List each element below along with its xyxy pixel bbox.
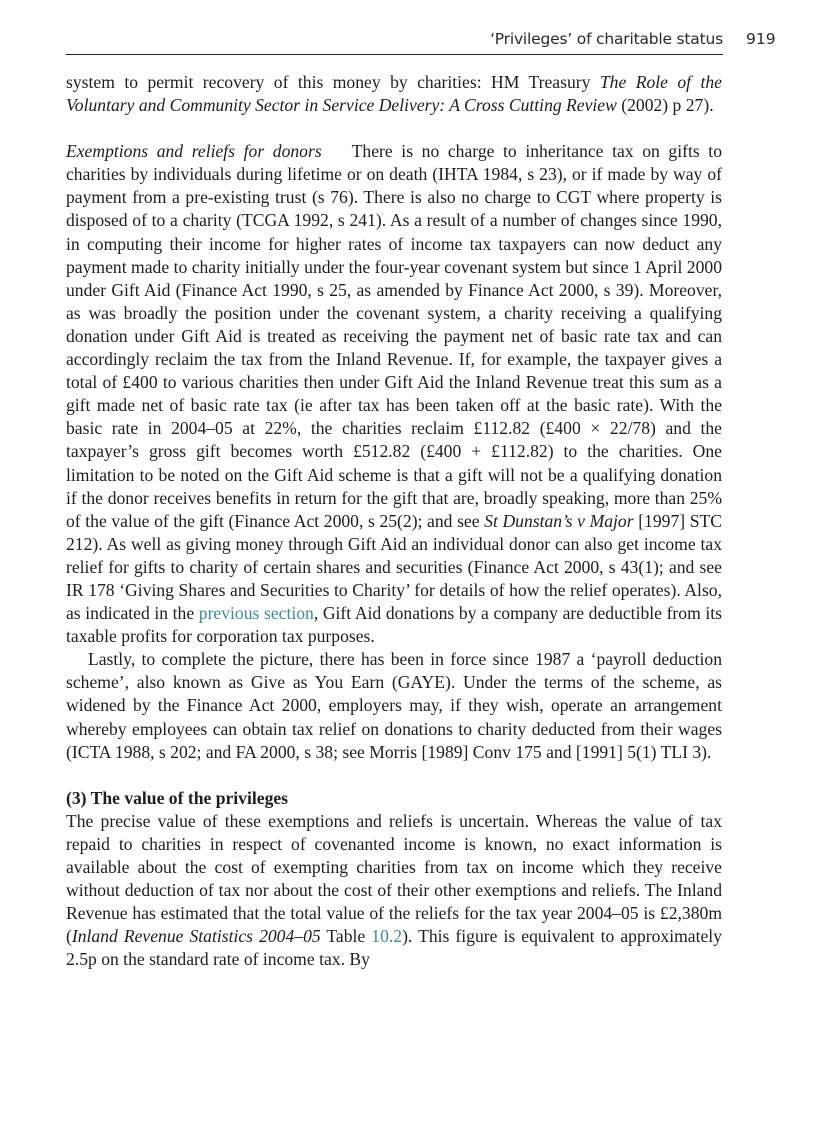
page-header [66,30,723,55]
previous-section-link[interactable]: previous section [198,603,314,624]
continuation-paragraph [66,71,722,117]
citation-title: The Role of the Voluntary and Community Sector in Service Delivery: A Cross Cutting Review [66,72,722,116]
text: system to permit recovery of this money by charities: HM Treasury [66,72,600,92]
gaye-paragraph: Lastly, to complete the picture, there has been in force since 1987 a ‘payroll deduction scheme’, also known as Give as You Earn (GAYE). Under the terms of the scheme, as widened by the Finance Act 2000, employers may, if they wish, operate an arrangement whereby employees can obtain tax relief on donations to charity deducted from their wages (ICTA 1988, s 202; and FA 2000, s 38; see Morris [1989] Conv 175 and [1991] 5(1) TLI 3). [66,649,722,762]
value-paragraph [66,810,722,972]
text: , Gift Aid donations by a company are deductible from its taxable profits for corporation tax purposes. [66,603,723,647]
text: The precise value of these exemptions and reliefs is uncertain. Whereas the value of tax repaid to charities in respect of covenanted income is known, no exact information is available about the cost of exempting charities from tax on income which they receive without deduction of tax nor about the cost of their other exemptions and reliefs. The Inland Revenue has estimated that the total value of the reliefs for the tax year 2004–05 is £2,380m ( [66,810,722,947]
text: ). This figure is equivalent to approximately 2.5p on the standard rate of income tax. By [66,926,722,970]
case-name: St Dunstan’s v Major [484,510,634,531]
text: There is no charge to inheritance tax on gifts to charities by individuals during lifetime or on death (IHTA 1984, s 23), or if made by way of payment from a pre-existing trust (s 76). There is also no charge to CGT where property is disposed of to a charity (TCGA 1992, s 241). As a result of a number of changes since 1990, in computing their income for higher rates of income tax taxpayers can now deduct any payment made to charity initially under the four-year covenant system but since 1 April 2000 under Gift Aid (Finance Act 1990, s 25, as amended by Finance Act 2000, s 39). Moreover, as was broadly the position under the covenant system, a charity receiving a qualifying donation under Gift Aid is treated as receiving the payment net of basic rate tax and can accordingly reclaim the tax from the Inland Revenue. If, for example, the taxpayer gives a total of £400 to various charities then under Gift Aid the Inland Revenue treat this sum as a gift made net of basic rate tax (ie after tax has been taken off at the basic rate). With the basic rate in 2004–05 at 22%, the charities reclaim £112.82 (£400 × 22/78) and the taxpayer’s gross gift becomes worth £512.82 (£400 + £112.82) to the charities. One limitation to be noted on the Gift Aid scheme is that a gift will not be a qualifying donation if the donor receives benefits in return for the gift that are, broadly speaking, more than 25% of the value of the gift (Finance Act 2000, s 25(2); and see [66,141,722,531]
citation-title: Inland Revenue Statistics 2004–05 [71,926,321,947]
page-body [66,71,722,971]
section-heading: (3) The value of the privileges [66,787,289,808]
donor-reliefs-paragraph [66,140,722,648]
running-head: ‘Privileges’ of charitable status [490,30,723,48]
page-number: 919 [746,30,776,48]
text: [1997] STC 212). As well as giving money through Gift Aid an individual donor can also get income tax relief for gifts to charity of certain shares and securities (Finance Act 2000, s 43(1); and see IR 178 ‘Giving Shares and Securities to Charity’ for details of how the relief operates). Also, as indicated in the [66,510,722,624]
table-link[interactable]: 10.2 [371,926,403,947]
run-in-heading: Exemptions and reliefs for donors [66,141,322,162]
text: (2002) p 27). [616,95,714,116]
text: Table [320,926,372,947]
